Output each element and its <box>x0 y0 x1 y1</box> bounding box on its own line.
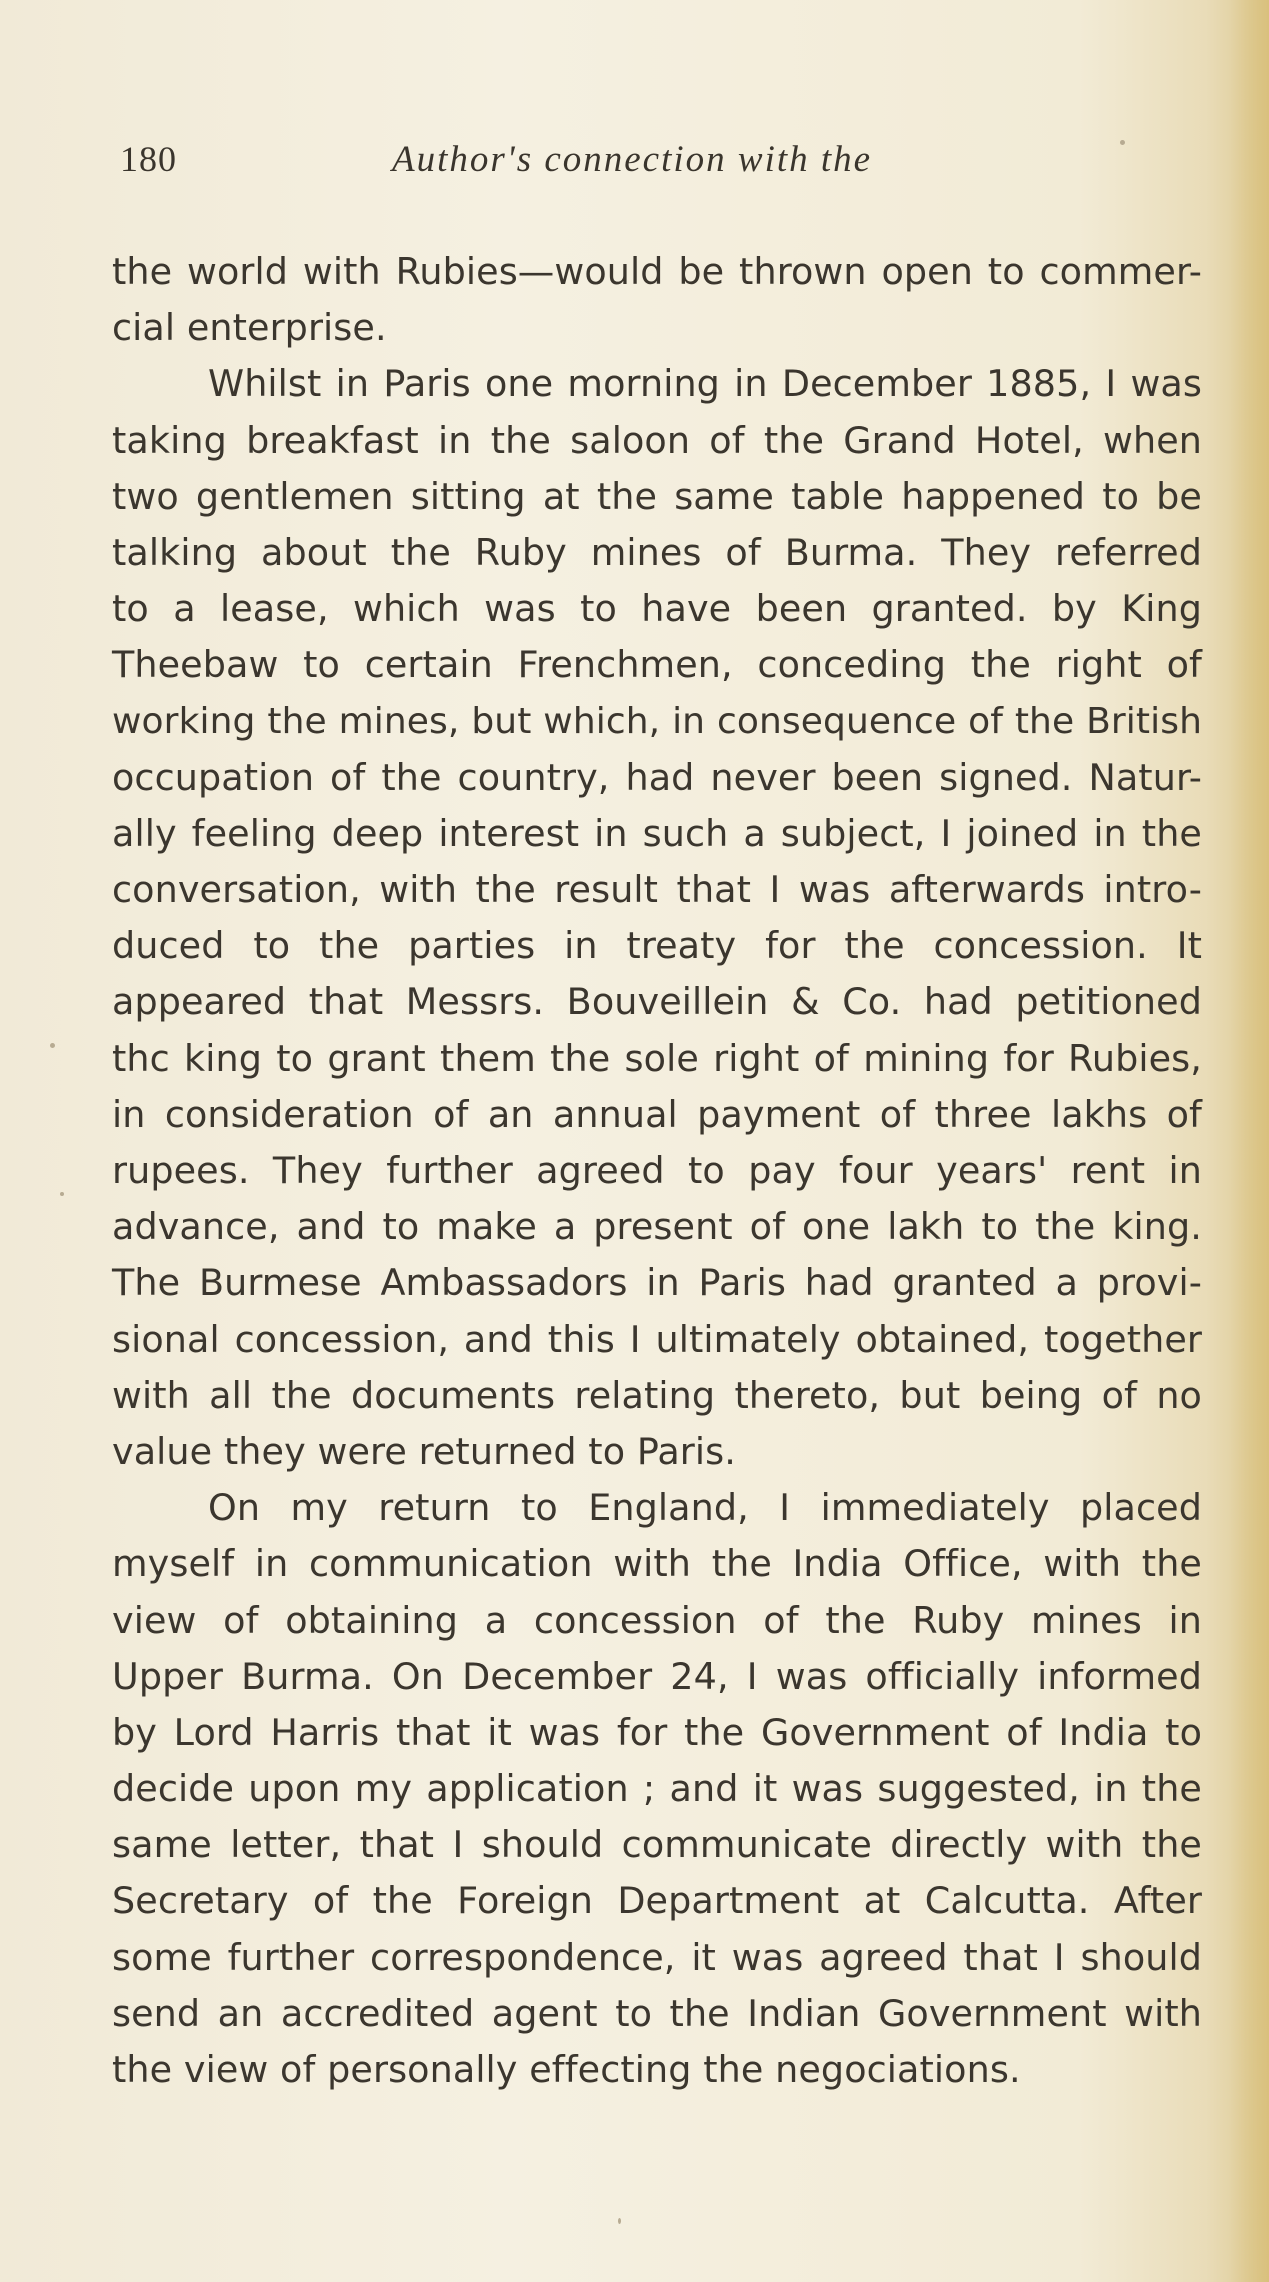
text-line: myself in communication with the India Office, with the <box>112 1542 1202 1586</box>
text-line: decide upon my application ; and it was suggested, in the <box>112 1767 1202 1811</box>
text-line: some further correspondence, it was agreed that I should <box>112 1935 1202 1979</box>
text-line: the view of personally effecting the negociations. <box>112 2048 1021 2091</box>
text-line: talking about the Ruby mines of Burma. They referred <box>112 530 1202 574</box>
text-line: send an accredited agent to the Indian Government with <box>112 1991 1202 2035</box>
text-line: the world with Rubies—would be thrown open to commer- <box>112 250 1202 293</box>
text-line: rupees. They further agreed to pay four years' rent in <box>112 1149 1202 1192</box>
text-line: Secretary of the Foreign Department at Calcutta. After <box>112 1879 1202 1923</box>
body-text <box>112 244 1202 2098</box>
page-header <box>112 138 1132 194</box>
ink-speck <box>60 1192 64 1196</box>
text-line: Theebaw to certain Frenchmen, conceding the right of <box>112 643 1202 687</box>
text-line: occupation of the country, had never been signed. Natur- <box>112 755 1202 799</box>
page-edge-shading <box>1229 0 1269 2282</box>
text-line: cial enterprise. <box>112 306 387 350</box>
text-line: thc king to grant them the sole right of mining for Rubies, <box>112 1036 1202 1080</box>
text-line: Upper Burma. On December 24, I was officially informed <box>112 1654 1202 1698</box>
text-line: advance, and to make a present of one lakh to the king. <box>112 1205 1202 1249</box>
text-line: appeared that Messrs. Bouveillein & Co. had petitioned <box>112 980 1202 1024</box>
ink-speck <box>50 1043 55 1048</box>
text-line: Whilst in Paris one morning in December 1885, I was <box>208 362 1202 406</box>
running-head: Author's connection with the <box>392 139 873 180</box>
text-line: value they were returned to Paris. <box>112 1429 736 1473</box>
text-line: by Lord Harris that it was for the Government of India to <box>112 1710 1202 1754</box>
text-line: same letter, that I should communicate directly with the <box>112 1823 1202 1867</box>
text-line: working the mines, but which, in consequence of the British <box>112 700 1202 742</box>
text-line: to a lease, which was to have been granted. by King <box>112 587 1202 631</box>
text-line: view of obtaining a concession of the Ruby mines in <box>112 1598 1202 1642</box>
text-line: The Burmese Ambassadors in Paris had granted a provi- <box>112 1261 1202 1305</box>
text-line: conversation, with the result that I was afterwards intro- <box>112 868 1202 912</box>
text-line: with all the documents relating thereto, but being of no <box>112 1373 1202 1417</box>
text-line: two gentlemen sitting at the same table happened to be <box>112 474 1202 518</box>
ink-speck <box>618 2218 621 2224</box>
text-line: ally feeling deep interest in such a subject, I joined in the <box>112 811 1202 855</box>
text-line: sional concession, and this I ultimately obtained, together <box>112 1317 1202 1361</box>
ink-speck <box>1120 140 1125 145</box>
text-line: in consideration of an annual payment of three lakhs of <box>112 1092 1202 1136</box>
page-number: 180 <box>120 139 177 179</box>
text-line: taking breakfast in the saloon of the Grand Hotel, when <box>112 418 1202 462</box>
text-line: duced to the parties in treaty for the concession. It <box>112 924 1202 968</box>
text-line: On my return to England, I immediately placed <box>208 1486 1202 1530</box>
